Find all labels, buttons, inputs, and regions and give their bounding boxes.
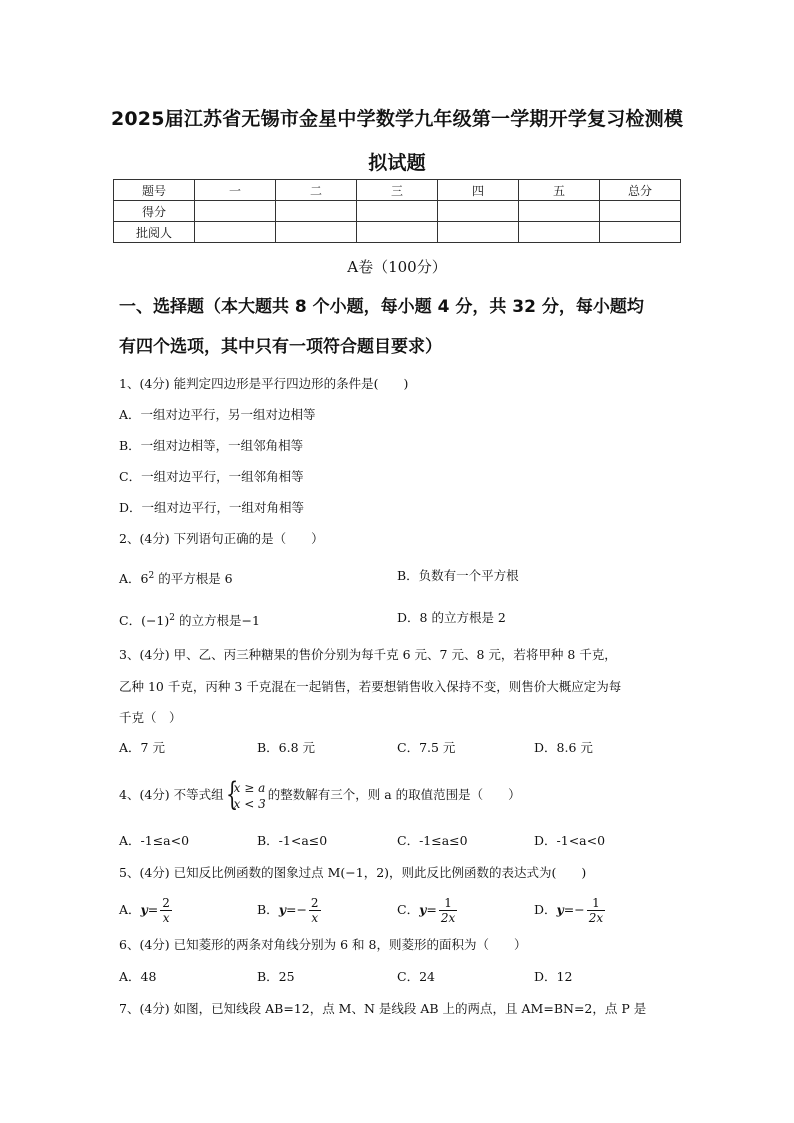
- question-5-option-a: [119, 893, 174, 927]
- question-7-stem: 7、(4分) 如图，已知线段 AB=12，点 M、N 是线段 AB 上的两点，且 AM=BN=2，点 P 是: [119, 1001, 647, 1016]
- question-1-stem: 1、(4分) 能判定四边形是平行四边形的条件是( ): [119, 376, 409, 391]
- score-cell: [519, 222, 600, 243]
- score-table-row: [114, 222, 681, 243]
- math-equals: =: [563, 902, 575, 917]
- question-2-stem: 2、(4分) 下列语句正确的是（ ）: [119, 531, 324, 546]
- fraction-numerator: 2: [310, 896, 319, 910]
- question-2-options-row1: [119, 559, 689, 593]
- fraction-denominator: 2x: [588, 911, 604, 925]
- question-4-option-b: B．-1<a≤0: [257, 833, 328, 848]
- question-5-option-c: [397, 893, 459, 927]
- question-6-options: [119, 960, 689, 994]
- question-3-option-d: D．8.6 元: [534, 740, 593, 755]
- fraction-numerator: 2: [162, 896, 170, 910]
- question-6-stem: 6、(4分) 已知菱形的两条对角线分别为 6 和 8，则菱形的面积为（ ）: [119, 937, 527, 952]
- question-3-option-a: A．7 元: [119, 740, 165, 755]
- score-cell: [357, 201, 438, 222]
- score-cell: [438, 222, 519, 243]
- question-6-option-b: B．25: [257, 969, 295, 984]
- score-cell: [195, 201, 276, 222]
- inequality-bottom: x < 3: [233, 796, 266, 811]
- option-label: B．: [257, 902, 279, 917]
- score-table-row: [114, 201, 681, 222]
- inequality-top: x ≥ a: [233, 780, 266, 795]
- question-6-option-d: D．12: [534, 969, 573, 984]
- question-3-line1: 3、(4分) 甲、乙、丙三种糖果的售价分别为每千克 6 元、7 元、8 元，若将甲种 8 千克，: [119, 647, 617, 662]
- score-table-header-cell: 四: [438, 180, 519, 201]
- score-table-header-row: [114, 180, 681, 201]
- question-4-options: [119, 824, 689, 858]
- fraction: [309, 896, 321, 925]
- math-exponent: 2: [169, 613, 175, 623]
- section-heading-line1: 一、选择题（本大题共 8 个小题，每小题 4 分，共 32 分，每小题均: [119, 297, 644, 317]
- question-5-option-d: [534, 893, 607, 927]
- question-3-option-b: B．6.8 元: [257, 740, 316, 755]
- math-var: y: [278, 902, 286, 917]
- score-cell: [276, 222, 357, 243]
- fraction: [587, 896, 605, 925]
- question-4-prefix: 4、(4分) 不等式组: [119, 787, 224, 802]
- score-table: [113, 179, 681, 243]
- question-4-option-a: A．-1≤a<0: [119, 833, 190, 848]
- question-3-line2: 乙种 10 千克，丙种 3 千克混在一起销售，若要想销售收入保持不变，则售价大概应定为每: [119, 679, 622, 694]
- score-table-header-cell: 五: [519, 180, 600, 201]
- question-2-option-d: D．8 的立方根是 2: [397, 610, 506, 625]
- math-equals: =: [147, 902, 159, 917]
- fraction: [160, 896, 172, 925]
- question-5-options: [119, 893, 689, 927]
- question-2-options-row2: [119, 601, 689, 635]
- question-4-stem-content: [119, 774, 521, 813]
- math-var: y: [140, 902, 148, 917]
- exam-title-line2: 拟试题: [368, 152, 426, 174]
- fraction: [439, 896, 457, 925]
- math-exponent: 2: [148, 571, 155, 581]
- question-1-option-d: D．一组对边平行，一组对角相等: [119, 500, 305, 515]
- option-text: 的立方根是−1: [175, 613, 260, 629]
- question-3-line3: 千克（ ）: [119, 710, 182, 725]
- question-3-option-c: C．7.5 元: [397, 740, 456, 755]
- question-6-option-c: C．24: [397, 969, 435, 984]
- score-row-label: 批阅人: [114, 222, 195, 243]
- fraction-denominator: x: [311, 911, 319, 925]
- score-table-header-cell: 三: [357, 180, 438, 201]
- score-cell: [600, 201, 681, 222]
- score-table-header-cell: 一: [195, 180, 276, 201]
- fraction-numerator: 1: [587, 896, 605, 911]
- option-label: D．: [534, 902, 557, 917]
- question-6-option-a: A．48: [119, 969, 157, 984]
- score-cell: [600, 222, 681, 243]
- score-table-header-cell: 题号: [114, 180, 195, 201]
- option-label: C．: [119, 613, 142, 629]
- math-base: (−1): [141, 613, 170, 629]
- inequality-system: [225, 774, 266, 813]
- math-sign: −: [296, 902, 307, 917]
- math-sign: −: [574, 902, 585, 917]
- question-4-stem: [119, 774, 689, 813]
- exam-title-line1: 2025届江苏省无锡市金星中学数学九年级第一学期开学复习检测模: [110, 108, 684, 130]
- score-cell: [357, 222, 438, 243]
- math-equals: =: [426, 902, 437, 917]
- score-cell: [276, 201, 357, 222]
- section-heading-line2: 有四个选项，其中只有一项符合题目要求）: [119, 337, 442, 357]
- question-1-option-c: C．一组对边平行，一组邻角相等: [119, 469, 304, 484]
- option-text: 的平方根是 6: [154, 571, 233, 587]
- question-5-option-b: [257, 893, 323, 927]
- question-1-option-a: A．一组对边平行，另一组对边相等: [119, 407, 316, 422]
- question-2-option-a: [119, 559, 233, 596]
- math-var: y: [419, 902, 427, 917]
- math-var: y: [556, 902, 564, 917]
- score-cell: [519, 201, 600, 222]
- question-2-option-c: [119, 601, 260, 638]
- score-cell: [195, 222, 276, 243]
- question-4-option-d: D．-1<a<0: [534, 833, 606, 848]
- score-row-label: 得分: [114, 201, 195, 222]
- score-table-header-cell: 总分: [600, 180, 681, 201]
- score-table-header-cell: 二: [276, 180, 357, 201]
- fraction-denominator: 2x: [440, 911, 456, 925]
- paper-a-heading: A卷（100分）: [347, 258, 447, 276]
- option-label: A．: [119, 902, 141, 917]
- fraction-denominator: x: [162, 911, 170, 925]
- option-label: A．: [119, 571, 141, 587]
- question-4-option-c: C．-1≤a≤0: [397, 833, 468, 848]
- question-5-stem: 5、(4分) 已知反比例函数的图象过点 M(−1，2)，则此反比例函数的表达式为( ): [119, 865, 587, 880]
- question-1-option-b: B．一组对边相等，一组邻角相等: [119, 438, 304, 453]
- option-label: C．: [397, 902, 420, 917]
- question-2-option-b: B．负数有一个平方根: [397, 568, 519, 583]
- question-3-options: [119, 731, 689, 765]
- fraction-numerator: 1: [439, 896, 457, 911]
- brace-icon: {: [225, 774, 238, 813]
- question-4-suffix: 的整数解有三个，则 a 的取值范围是（ ）: [267, 787, 521, 802]
- math-base: 6: [140, 571, 149, 587]
- score-cell: [438, 201, 519, 222]
- math-equals: =: [285, 902, 297, 917]
